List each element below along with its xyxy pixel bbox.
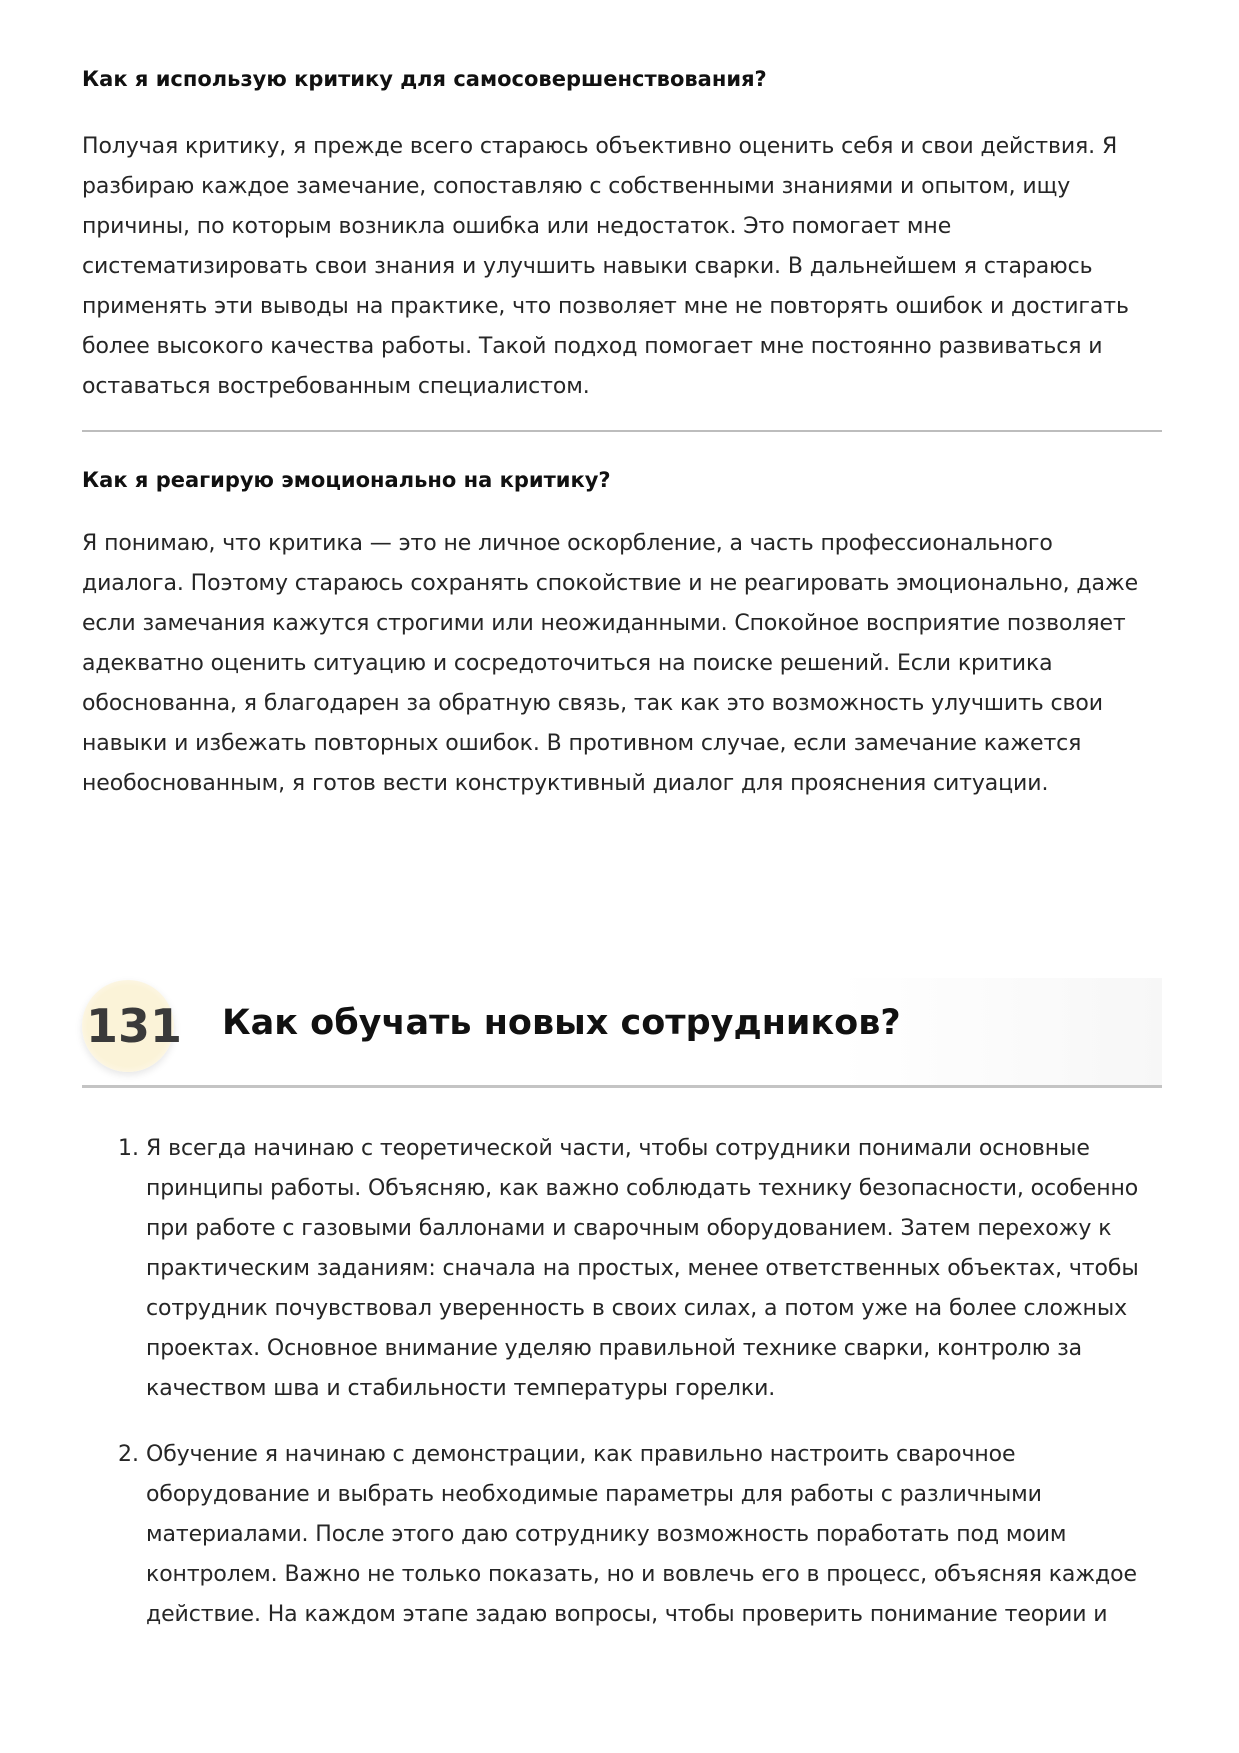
list-item-text [146,1435,1162,1635]
text-line: действие. На каждом этапе задаю вопросы, чтобы проверить понимание теории и [146,1602,1108,1627]
section-paragraph-emotional-reaction [82,524,1162,804]
text-line: навыки и избежать повторных ошибок. В противном случае, если замечание кажется [82,731,1082,756]
list-item-number: 1. [118,1136,139,1161]
chapter-divider [82,1085,1162,1088]
text-line: обоснованна, я благодарен за обратную связь, так как это возможность улучшить свои [82,691,1103,716]
text-line: адекватно оценить ситуацию и сосредоточиться на поиске решений. Если критика [82,651,1053,676]
text-line: оборудование и выбрать необходимые параметры для работы с различными [146,1482,1042,1507]
section-divider [82,430,1162,432]
text-line: контролем. Важно не только показать, но и вовлечь его в процесс, объясняя каждое [146,1562,1137,1587]
list-item-number: 2. [118,1442,139,1467]
text-line: применять эти выводы на практике, что позволяет мне не повторять ошибок и достигать [82,294,1129,319]
text-line: более высокого качества работы. Такой подход помогает мне постоянно развиваться и [82,334,1103,359]
chapter-number-badge [82,980,183,1072]
text-line: Получая критику, я прежде всего стараюсь объективно оценить себя и свои действия. Я [82,134,1118,159]
section-paragraph-self-improvement [82,127,1162,407]
text-line: практическим заданиям: сначала на простых, менее ответственных объектах, чтобы [146,1256,1139,1281]
chapter-title: Как обучать новых сотрудников? [222,1003,901,1043]
text-line: оставаться востребованным специалистом. [82,374,590,399]
text-line: сотрудник почувствовал уверенность в своих силах, а потом уже на более сложных [146,1296,1128,1321]
text-line: при работе с газовыми баллонами и сварочным оборудованием. Затем перехожу к [146,1216,1112,1241]
text-line: материалами. После этого даю сотруднику возможность поработать под моим [146,1522,1067,1547]
text-line: качеством шва и стабильности температуры горелки. [146,1376,776,1401]
text-line: разбираю каждое замечание, сопоставляю с собственными знаниями и опытом, ищу [82,174,1071,199]
list-item [82,1435,1162,1635]
text-line: Я всегда начинаю с теоретической части, чтобы сотрудники понимали основные [146,1136,1090,1161]
text-line: причины, по которым возникла ошибка или недостаток. Это помогает мне [82,214,952,239]
chapter-header [82,978,1162,1088]
answers-list [82,1129,1162,1661]
list-item-text [146,1129,1162,1409]
text-line: диалога. Поэтому стараюсь сохранять спокойствие и не реагировать эмоционально, даже [82,571,1139,596]
chapter-number: 131 [86,999,183,1053]
section-heading-emotional-reaction: Как я реагирую эмоционально на критику? [82,468,611,492]
text-line: принципы работы. Объясняю, как важно соблюдать технику безопасности, особенно [146,1176,1139,1201]
text-line: систематизировать свои знания и улучшить навыки сварки. В дальнейшем я стараюсь [82,254,1093,279]
text-line: необоснованным, я готов вести конструктивный диалог для прояснения ситуации. [82,771,1049,796]
section-heading-self-improvement: Как я использую критику для самосовершенствования? [82,67,767,91]
list-item [82,1129,1162,1409]
text-line: Обучение я начинаю с демонстрации, как правильно настроить сварочное [146,1442,1016,1467]
text-line: если замечания кажутся строгими или неожиданными. Спокойное восприятие позволяет [82,611,1126,636]
text-line: проектах. Основное внимание уделяю правильной технике сварки, контролю за [146,1336,1083,1361]
text-line: Я понимаю, что критика — это не личное оскорбление, а часть профессионального [82,531,1053,556]
